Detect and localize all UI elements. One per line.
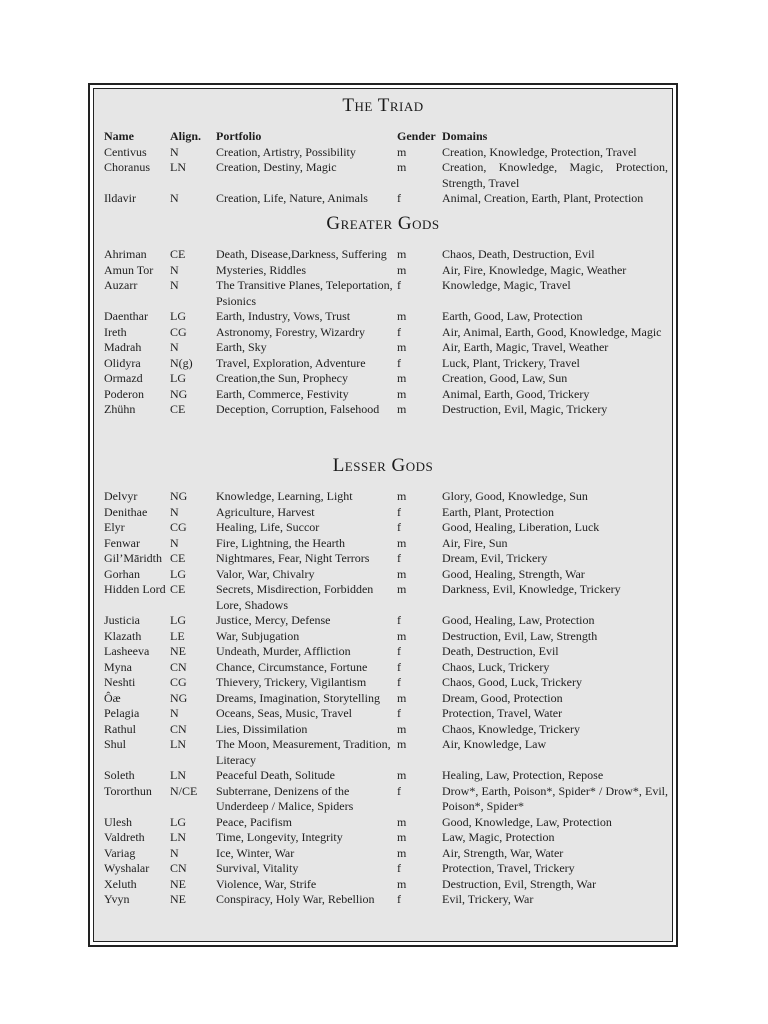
- cell-gender: m: [397, 144, 407, 159]
- cell-portfolio: Secrets, Misdirection, Forbidden Lore, Shadows: [216, 582, 374, 612]
- cell-portfolio: Undeath, Murder, Affliction: [216, 644, 351, 658]
- cell-portfolio: Oceans, Seas, Music, Travel: [216, 706, 352, 720]
- cell-gender: f: [397, 892, 401, 906]
- cell-gender: m: [397, 737, 407, 751]
- cell-align: CN: [170, 659, 187, 674]
- cell-portfolio: Conspiracy, Holy War, Rebellion: [216, 892, 375, 906]
- cell-align: LG: [170, 613, 186, 627]
- cell-domains: Creation, Good, Law, Sun: [442, 371, 568, 385]
- cell-name: Madrah: [104, 340, 142, 354]
- cell-gender: f: [397, 706, 401, 720]
- cell-gender: m: [397, 721, 407, 736]
- cell-name: Elyr: [104, 520, 125, 534]
- cell-domains: Good, Healing, Law, Protection: [442, 613, 595, 627]
- cell-domains: Chaos, Knowledge, Trickery: [442, 721, 580, 736]
- cell-gender: m: [397, 160, 407, 174]
- cell-portfolio: Creation, Life, Nature, Animals: [216, 191, 368, 205]
- cell-name: Denithae: [104, 504, 148, 519]
- cell-align: N: [170, 278, 179, 292]
- cell-align: NG: [170, 690, 188, 705]
- header-row: [104, 129, 674, 145]
- cell-align: N: [170, 340, 179, 354]
- table-row: [104, 371, 674, 387]
- cell-align: CE: [170, 402, 186, 416]
- table-row: [104, 722, 674, 738]
- cell-name: Neshti: [104, 675, 136, 689]
- cell-align: N: [170, 504, 179, 519]
- cell-domains: Air, Earth, Magic, Travel, Weather: [442, 340, 609, 354]
- cell-name: Wyshalar: [104, 861, 150, 875]
- cell-portfolio: Earth, Commerce, Festivity: [216, 386, 349, 401]
- cell-name: Auzarr: [104, 278, 138, 292]
- cell-gender: m: [397, 628, 407, 643]
- table-row: [104, 402, 674, 418]
- cell-align: N: [170, 262, 179, 277]
- cell-name: Ormazd: [104, 371, 143, 385]
- cell-domains: Law, Magic, Protection: [442, 830, 555, 844]
- cell-align: N: [170, 144, 179, 159]
- section-title-lesser-gods: Lesser Gods: [332, 455, 434, 476]
- cell-name: Ôæ: [104, 690, 121, 705]
- table-panel: [93, 88, 673, 942]
- table-row: [104, 768, 674, 784]
- col-header-align: Align.: [170, 129, 202, 143]
- cell-portfolio: Astronomy, Forestry, Wizardry: [216, 324, 366, 339]
- table-row: [104, 551, 674, 567]
- cell-align: CG: [170, 520, 187, 534]
- table-row: [104, 861, 674, 877]
- cell-name: Yvyn: [104, 892, 130, 906]
- cell-align: NE: [170, 876, 186, 891]
- cell-domains: Healing, Law, Protection, Repose: [442, 768, 604, 782]
- cell-domains: Darkness, Evil, Knowledge, Trickery: [442, 582, 621, 596]
- cell-domains: Chaos, Good, Luck, Trickery: [442, 675, 582, 689]
- cell-portfolio: Subterrane, Denizens of the Underdeep / Malice, Spiders: [216, 783, 354, 813]
- cell-gender: m: [397, 768, 407, 782]
- cell-align: N: [170, 191, 179, 205]
- cell-align: LG: [170, 309, 186, 323]
- cell-align: N: [170, 706, 179, 720]
- cell-domains: Glory, Good, Knowledge, Sun: [442, 489, 588, 503]
- table-row: [104, 278, 674, 309]
- cell-domains: Air, Knowledge, Law: [442, 737, 547, 751]
- cell-name: Ulesh: [104, 814, 132, 829]
- cell-gender: f: [397, 551, 401, 565]
- cell-align: N: [170, 535, 179, 550]
- cell-portfolio: Time, Longevity, Integrity: [216, 830, 343, 844]
- cell-name: Ahriman: [104, 247, 147, 261]
- cell-portfolio: Mysteries, Riddles: [216, 262, 306, 277]
- table-row: [104, 815, 674, 831]
- cell-align: N(g): [170, 355, 193, 370]
- cell-domains: Earth, Plant, Protection: [442, 504, 554, 519]
- section-title-triad: The Triad: [342, 95, 424, 116]
- cell-portfolio: Nightmares, Fear, Night Terrors: [216, 551, 370, 565]
- cell-name: Klazath: [104, 628, 142, 643]
- cell-gender: m: [397, 340, 407, 354]
- cell-gender: m: [397, 690, 407, 705]
- cell-domains: Knowledge, Magic, Travel: [442, 278, 571, 292]
- section-title-greater-gods: Greater Gods: [326, 213, 440, 234]
- cell-gender: m: [397, 830, 407, 844]
- table-row: [104, 247, 674, 263]
- cell-domains: Air, Animal, Earth, Good, Knowledge, Magic: [442, 324, 662, 339]
- cell-domains: Dream, Good, Protection: [442, 690, 563, 705]
- cell-domains: Evil, Trickery, War: [442, 892, 534, 906]
- cell-portfolio: Peace, Pacifism: [216, 814, 292, 829]
- cell-portfolio: Death, Disease,Darkness, Suffering: [216, 247, 387, 261]
- table-row: [104, 309, 674, 325]
- cell-name: Poderon: [104, 386, 144, 401]
- cell-gender: m: [397, 402, 407, 416]
- cell-domains: Animal, Earth, Good, Trickery: [442, 386, 590, 401]
- cell-gender: m: [397, 371, 407, 385]
- table-row: [104, 892, 674, 908]
- cell-align: LG: [170, 566, 186, 581]
- cell-align: CN: [170, 721, 187, 736]
- cell-name: Variag: [104, 845, 136, 860]
- cell-domains: Protection, Travel, Trickery: [442, 861, 575, 875]
- cell-portfolio: Healing, Life, Succor: [216, 520, 320, 534]
- cell-align: LN: [170, 768, 186, 782]
- cell-portfolio: Earth, Industry, Vows, Trust: [216, 309, 351, 323]
- cell-domains: Drow*, Earth, Poison*, Spider* / Drow*, Evil, Poison*, Spider*: [442, 783, 668, 813]
- cell-gender: f: [397, 644, 401, 658]
- cell-domains: Good, Healing, Liberation, Luck: [442, 520, 600, 534]
- col-header-gender: Gender: [397, 129, 436, 143]
- cell-portfolio: Justice, Mercy, Defense: [216, 613, 331, 627]
- cell-align: N: [170, 845, 179, 860]
- cell-align: CE: [170, 582, 186, 596]
- cell-domains: Chaos, Luck, Trickery: [442, 659, 550, 674]
- cell-name: Gil’Māridth: [104, 551, 162, 565]
- table-row: [104, 356, 674, 372]
- cell-domains: Luck, Plant, Trickery, Travel: [442, 355, 580, 370]
- table-row: [104, 263, 674, 279]
- cell-gender: f: [397, 504, 401, 519]
- cell-gender: f: [397, 675, 401, 689]
- cell-portfolio: Earth, Sky: [216, 340, 267, 354]
- cell-portfolio: The Transitive Planes, Teleportation, Psionics: [216, 278, 393, 308]
- cell-domains: Creation, Knowledge, Protection, Travel: [442, 144, 637, 159]
- cell-portfolio: War, Subjugation: [216, 628, 300, 643]
- table-row: [104, 660, 674, 676]
- cell-portfolio: Thievery, Trickery, Vigilantism: [216, 675, 367, 689]
- cell-domains: Creation, Knowledge, Magic, Protection, Strength, Travel: [442, 160, 668, 190]
- cell-domains: Protection, Travel, Water: [442, 706, 563, 720]
- triad-rows: [104, 145, 674, 207]
- cell-align: NE: [170, 644, 186, 658]
- cell-portfolio: Creation,the Sun, Prophecy: [216, 371, 348, 385]
- cell-gender: m: [397, 535, 407, 550]
- cell-align: CE: [170, 247, 186, 261]
- cell-gender: f: [397, 355, 401, 370]
- table-row: [104, 737, 674, 768]
- cell-domains: Animal, Creation, Earth, Plant, Protection: [442, 191, 644, 205]
- table-row: [104, 340, 674, 356]
- table-row: [104, 536, 674, 552]
- table-row: [104, 582, 674, 613]
- cell-name: Justicia: [104, 613, 140, 627]
- cell-gender: f: [397, 520, 401, 534]
- col-header-domains: Domains: [442, 129, 488, 143]
- cell-gender: m: [397, 386, 407, 401]
- greater-gods-rows: [104, 247, 674, 418]
- cell-align: CE: [170, 551, 186, 565]
- table-row: [104, 877, 674, 893]
- table-row: [104, 505, 674, 521]
- cell-name: Centivus: [104, 144, 147, 159]
- table-row: [104, 325, 674, 341]
- cell-gender: m: [397, 247, 407, 261]
- cell-name: Olidyra: [104, 355, 141, 370]
- cell-domains: Death, Destruction, Evil: [442, 644, 559, 658]
- cell-portfolio: Valor, War, Chivalry: [216, 566, 315, 581]
- cell-align: LN: [170, 160, 186, 174]
- cell-name: Rathul: [104, 721, 136, 736]
- cell-portfolio: Deception, Corruption, Falsehood: [216, 402, 380, 416]
- cell-name: Hidden Lord: [104, 582, 166, 596]
- cell-name: Ildavir: [104, 191, 136, 205]
- table-row: [104, 644, 674, 660]
- cell-gender: f: [397, 659, 401, 674]
- cell-domains: Chaos, Death, Destruction, Evil: [442, 247, 595, 261]
- cell-gender: f: [397, 783, 401, 798]
- cell-name: Daenthar: [104, 309, 148, 323]
- cell-align: N/CE: [170, 783, 198, 798]
- cell-gender: m: [397, 582, 407, 596]
- cell-align: LE: [170, 628, 185, 643]
- table-row: [104, 706, 674, 722]
- cell-name: Tororthun: [104, 783, 152, 798]
- cell-name: Shul: [104, 737, 127, 751]
- cell-name: Soleth: [104, 768, 135, 782]
- cell-align: LN: [170, 737, 186, 751]
- cell-name: Fenwar: [104, 535, 140, 550]
- cell-domains: Air, Fire, Knowledge, Magic, Weather: [442, 262, 627, 277]
- cell-domains: Air, Fire, Sun: [442, 535, 508, 550]
- cell-domains: Dream, Evil, Trickery: [442, 551, 548, 565]
- cell-portfolio: Fire, Lightning, the Hearth: [216, 535, 345, 550]
- cell-portfolio: Violence, War, Strife: [216, 876, 317, 891]
- cell-align: LN: [170, 830, 186, 844]
- col-header-portfolio: Portfolio: [216, 129, 262, 143]
- table-row: [104, 846, 674, 862]
- cell-domains: Good, Healing, Strength, War: [442, 566, 585, 581]
- cell-portfolio: Agriculture, Harvest: [216, 504, 315, 519]
- lesser-gods-rows: [104, 489, 674, 908]
- cell-gender: m: [397, 566, 407, 581]
- cell-gender: m: [397, 814, 407, 829]
- cell-align: NE: [170, 892, 186, 906]
- cell-gender: f: [397, 191, 401, 205]
- cell-name: Zhühn: [104, 402, 136, 416]
- cell-gender: f: [397, 613, 401, 627]
- cell-name: Ireth: [104, 324, 127, 339]
- table-row: [104, 691, 674, 707]
- cell-gender: f: [397, 278, 401, 292]
- cell-name: Xeluth: [104, 876, 137, 891]
- table-row: [104, 613, 674, 629]
- table-row: [104, 784, 674, 815]
- cell-gender: m: [397, 489, 407, 503]
- cell-align: LG: [170, 814, 186, 829]
- cell-align: CG: [170, 324, 187, 339]
- table-row: [104, 675, 674, 691]
- cell-domains: Destruction, Evil, Magic, Trickery: [442, 402, 608, 416]
- table-row: [104, 830, 674, 846]
- cell-portfolio: Knowledge, Learning, Light: [216, 489, 353, 503]
- cell-domains: Good, Knowledge, Law, Protection: [442, 814, 612, 829]
- cell-gender: m: [397, 845, 407, 860]
- cell-portfolio: The Moon, Measurement, Tradition, Literacy: [216, 737, 391, 767]
- cell-name: Valdreth: [104, 830, 145, 844]
- cell-portfolio: Chance, Circumstance, Fortune: [216, 659, 368, 674]
- cell-gender: m: [397, 876, 407, 891]
- cell-gender: m: [397, 309, 407, 323]
- cell-name: Pelagia: [104, 706, 140, 720]
- cell-portfolio: Creation, Destiny, Magic: [216, 160, 337, 174]
- cell-align: LG: [170, 371, 186, 385]
- cell-domains: Destruction, Evil, Law, Strength: [442, 628, 598, 643]
- cell-name: Lasheeva: [104, 644, 150, 658]
- cell-name: Gorhan: [104, 566, 140, 581]
- table-row: [104, 191, 674, 207]
- cell-name: Choranus: [104, 160, 150, 174]
- cell-domains: Earth, Good, Law, Protection: [442, 309, 583, 323]
- table-row: [104, 520, 674, 536]
- col-header-name: Name: [104, 129, 134, 143]
- cell-align: NG: [170, 489, 188, 503]
- cell-name: Amun Tor: [104, 262, 154, 277]
- cell-gender: f: [397, 861, 401, 875]
- cell-name: Myna: [104, 659, 132, 674]
- cell-gender: f: [397, 324, 401, 339]
- table-row: [104, 629, 674, 645]
- cell-align: CG: [170, 675, 187, 689]
- page-frame: [88, 83, 678, 947]
- cell-portfolio: Survival, Vitality: [216, 861, 299, 875]
- cell-align: CN: [170, 861, 187, 875]
- table-row: [104, 160, 674, 191]
- cell-portfolio: Lies, Dissimilation: [216, 721, 308, 736]
- table-row: [104, 489, 674, 505]
- cell-domains: Air, Strength, War, Water: [442, 845, 564, 860]
- cell-name: Delvyr: [104, 489, 138, 503]
- cell-portfolio: Dreams, Imagination, Storytelling: [216, 690, 380, 705]
- cell-portfolio: Creation, Artistry, Possibility: [216, 144, 356, 159]
- cell-portfolio: Peaceful Death, Solitude: [216, 768, 335, 782]
- cell-domains: Destruction, Evil, Strength, War: [442, 876, 597, 891]
- table-row: [104, 145, 674, 161]
- cell-gender: m: [397, 262, 407, 277]
- cell-portfolio: Travel, Exploration, Adventure: [216, 355, 366, 370]
- table-row: [104, 387, 674, 403]
- table-row: [104, 567, 674, 583]
- cell-portfolio: Ice, Winter, War: [216, 845, 295, 860]
- cell-align: NG: [170, 386, 188, 401]
